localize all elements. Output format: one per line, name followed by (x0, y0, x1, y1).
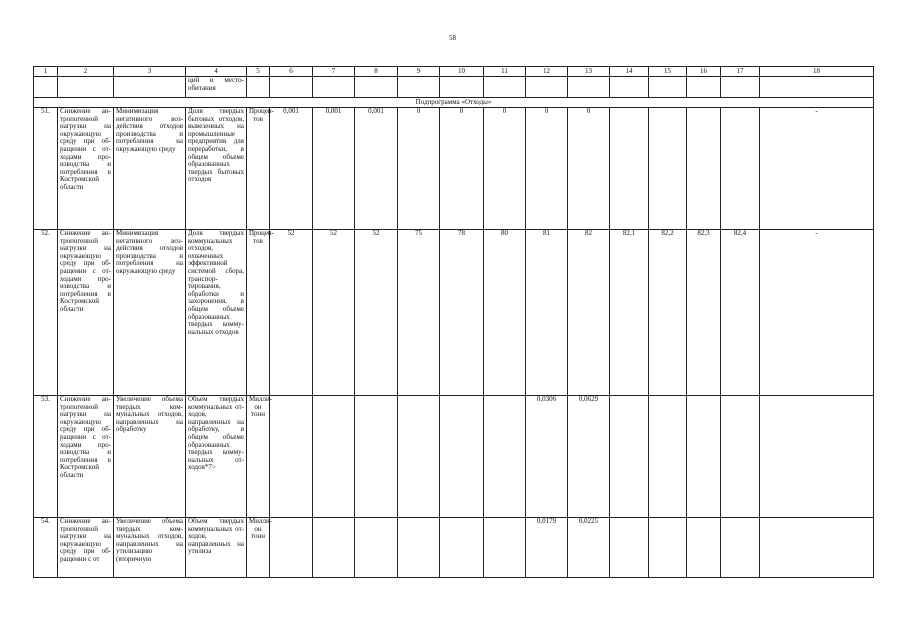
indicator-cell: Доля твердых бытовых отходов, вывезенных на промышленные предприятия для переработки, в общем объеме образованных твердых бытовых отходов (186, 108, 247, 230)
value-cell (721, 396, 760, 518)
value-cell: 0,0306 (526, 396, 568, 518)
value-cell (270, 396, 313, 518)
column-header: 18 (760, 67, 874, 77)
unit-cell: Миллион тонн (247, 396, 270, 518)
subprogram-row (34, 98, 874, 108)
note-cell: - (760, 108, 874, 230)
value-cell: 0,0225 (568, 518, 610, 578)
value-cell: 0 (398, 108, 440, 230)
table-row (34, 396, 874, 518)
note-cell (760, 518, 874, 578)
value-cell (440, 518, 484, 578)
value-cell: 80 (484, 230, 526, 396)
task-cell: Минимизация негативного воздействия отходов производства и потребления на окружающую среду (114, 108, 186, 230)
value-cell: 52 (355, 230, 398, 396)
column-header: 1 (34, 67, 58, 77)
value-cell: 0 (440, 108, 484, 230)
value-cell (313, 518, 355, 578)
value-cell: 0,001 (270, 108, 313, 230)
value-cell (355, 518, 398, 578)
unit-cell: Миллион тонн (247, 518, 270, 578)
note-cell: - (760, 230, 874, 396)
row-number: 54. (34, 518, 58, 578)
value-cell: 81 (526, 230, 568, 396)
column-header: 16 (687, 67, 721, 77)
indicators-table (33, 66, 874, 578)
value-cell: 82 (568, 230, 610, 396)
column-header: 15 (649, 67, 687, 77)
value-cell (649, 396, 687, 518)
table-row (34, 230, 874, 396)
value-cell: 82,2 (649, 230, 687, 396)
row-number: 51. (34, 108, 58, 230)
value-cell (610, 396, 649, 518)
column-header: 11 (484, 67, 526, 77)
value-cell (610, 518, 649, 578)
goal-cell: Снижение антропогенной нагрузки на окружающую среду при обращении с отходами производства и потребления в Костромской области (58, 396, 114, 518)
value-cell: 0,0629 (568, 396, 610, 518)
value-cell (313, 396, 355, 518)
value-cell: 0,0179 (526, 518, 568, 578)
goal-cell: Снижение антропогенной нагрузки на окружающую среду при обращении с отходами производства и потребления в Костромской области (58, 230, 114, 396)
value-cell (484, 396, 526, 518)
value-cell: 0,001 (355, 108, 398, 230)
value-cell: 0,001 (313, 108, 355, 230)
column-header: 12 (526, 67, 568, 77)
unit-cell: Процентов (247, 108, 270, 230)
value-cell (721, 108, 760, 230)
task-cell: Минимизация негативного воздействия отходов производства и потребления на окружающую среду (114, 230, 186, 396)
value-cell: 52 (270, 230, 313, 396)
table-row (34, 108, 874, 230)
value-cell: 82,1 (610, 230, 649, 396)
column-header: 7 (313, 67, 355, 77)
value-cell (687, 108, 721, 230)
continuation-text: ций и местообитания (186, 77, 247, 98)
goal-cell: Снижение антропогенной нагрузки на окружающую среду при обращении с отходами производства и потребления в Костромской области (58, 108, 114, 230)
value-cell (440, 396, 484, 518)
value-cell: 0 (484, 108, 526, 230)
column-header: 13 (568, 67, 610, 77)
row-number: 52. (34, 230, 58, 396)
column-header: 4 (186, 67, 247, 77)
value-cell: 82,3 (687, 230, 721, 396)
value-cell (649, 108, 687, 230)
value-cell (355, 396, 398, 518)
indicator-cell: Объем твердых коммунальных отходов, направленных на обработку, в общем объеме образованных твердых коммунальных отходов*7> (186, 396, 247, 518)
column-header: 3 (114, 67, 186, 77)
value-cell (398, 518, 440, 578)
column-header: 14 (610, 67, 649, 77)
continuation-row (34, 77, 874, 98)
table-row (34, 518, 874, 578)
value-cell (484, 518, 526, 578)
value-cell: 0 (568, 108, 610, 230)
value-cell (610, 108, 649, 230)
column-header: 6 (270, 67, 313, 77)
column-header: 10 (440, 67, 484, 77)
value-cell (649, 518, 687, 578)
page-number: 58 (449, 34, 456, 42)
value-cell: 75 (398, 230, 440, 396)
value-cell (687, 396, 721, 518)
value-cell (270, 518, 313, 578)
value-cell: 82,4 (721, 230, 760, 396)
value-cell: 0 (526, 108, 568, 230)
value-cell: 78 (440, 230, 484, 396)
value-cell (721, 518, 760, 578)
value-cell (398, 396, 440, 518)
column-header: 8 (355, 67, 398, 77)
column-header: 9 (398, 67, 440, 77)
task-cell: Увеличение объема твердых коммунальных отходов, направленных на обработку (114, 396, 186, 518)
unit-cell: Процентов (247, 230, 270, 396)
indicator-cell: Доля твердых коммунальных отходов, охваченных эффективной системой сбора, транспортирования, обработки и захоронения, в общем объеме образованных твердых коммунальных отходов (186, 230, 247, 396)
column-number-row (34, 67, 874, 77)
goal-cell: Снижение антропогенной нагрузки на окружающую среду при обращении с от (58, 518, 114, 578)
subprogram-title: Подпрограмма «Отходы» (34, 98, 874, 108)
value-cell: 52 (313, 230, 355, 396)
column-header: 17 (721, 67, 760, 77)
task-cell: Увеличение объема твердых коммунальных отходов, направленных на утилизацию (вторичную (114, 518, 186, 578)
note-cell (760, 396, 874, 518)
value-cell (687, 518, 721, 578)
indicator-cell: Объем твердых коммунальных отходов, направленных на утилиза (186, 518, 247, 578)
column-header: 5 (247, 67, 270, 77)
row-number: 53. (34, 396, 58, 518)
column-header: 2 (58, 67, 114, 77)
